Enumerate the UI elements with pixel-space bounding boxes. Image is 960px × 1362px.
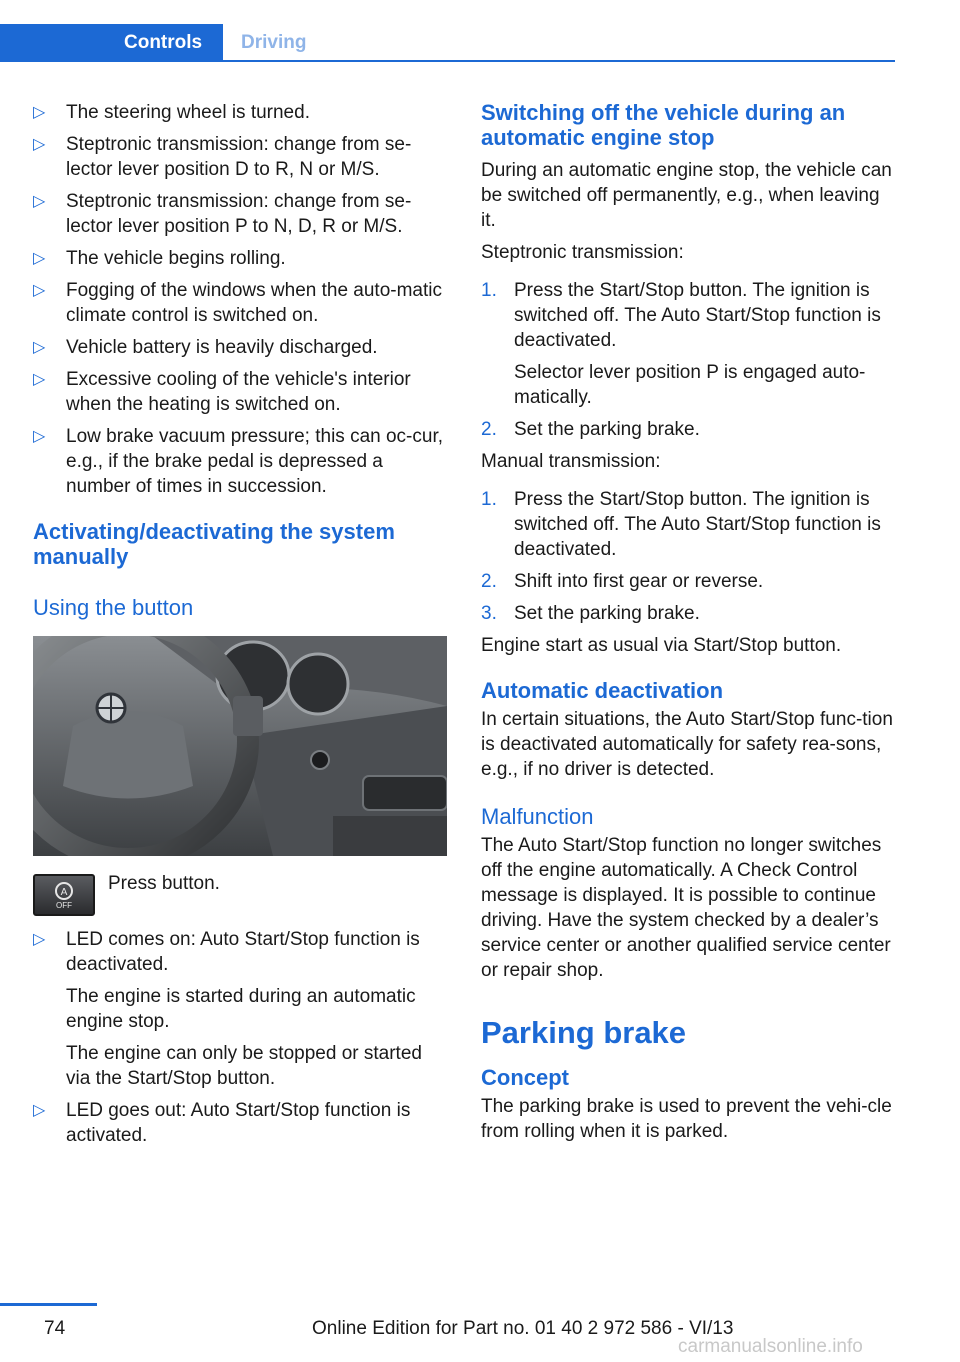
- list-item: [33, 1098, 447, 1148]
- list-item-text: LED comes on: Auto Start/Stop function is deactivated.: [66, 929, 420, 975]
- step-text: Shift into first gear or reverse.: [514, 571, 764, 592]
- press-button-caption: Press button.: [108, 873, 220, 894]
- heading-parking-brake: Parking brake: [481, 1015, 687, 1050]
- conditions-list: [33, 100, 447, 499]
- heading-activate: Activating/deactivating the system manually: [33, 519, 395, 569]
- button-row: [33, 871, 447, 919]
- step-number: 2.: [481, 571, 497, 592]
- triangle-bullet-icon: ▷: [33, 931, 46, 948]
- manual-steps: [481, 487, 895, 626]
- step-number: 1.: [481, 280, 497, 301]
- cockpit-illustration: [33, 636, 447, 856]
- header-divider: [0, 60, 895, 62]
- list-item-text: LED goes out: Auto Start/Stop function is activated.: [66, 1100, 411, 1146]
- tab-controls[interactable]: [0, 24, 223, 62]
- left-column: [33, 100, 447, 1155]
- right-column: [481, 100, 895, 1144]
- step-subtext: Selector lever position P is engaged auto‐matically.: [514, 362, 866, 408]
- list-item: [33, 100, 447, 125]
- list-item: [33, 246, 447, 271]
- para-malfunction: The Auto Start/Stop function no longer switches off the engine automatically. A Check Control message is displayed. It is possible to continue driving. Have the system checked by a dealer’s service center or another qualified service center or repair shop.: [481, 835, 891, 981]
- header-tabbar: [0, 24, 895, 62]
- para-concept: The parking brake is used to prevent the vehi‐cle from rolling when it is parked.: [481, 1096, 892, 1142]
- led-status-list: [33, 927, 447, 1148]
- steptronic-steps: [481, 278, 895, 442]
- step-item: [481, 569, 895, 594]
- list-item-text: The vehicle begins rolling.: [66, 248, 286, 269]
- heading-auto-deactivation: Automatic deactivation: [481, 678, 724, 703]
- auto-start-stop-button-icon: [33, 874, 95, 916]
- step-text: Press the Start/Stop button. The ignition is switched off. The Auto Start/Stop function is deactivated.: [514, 280, 881, 351]
- step-number: 2.: [481, 419, 497, 440]
- step-item: [481, 417, 895, 442]
- list-item-text: Vehicle battery is heavily discharged.: [66, 337, 378, 358]
- heading-switch-off: Switching off the vehicle during an automatic engine stop: [481, 100, 846, 150]
- list-item-subtext: The engine can only be stopped or started via the Start/Stop button.: [66, 1043, 422, 1089]
- list-item: [33, 927, 447, 1091]
- list-item-text: Low brake vacuum pressure; this can oc‐cur, e.g., if the brake pedal is depressed a number of times in succession.: [66, 426, 444, 497]
- edition-note: Online Edition for Part no. 01 40 2 972 586 - VI/13: [312, 1318, 734, 1339]
- step-item: [481, 601, 895, 626]
- list-item: [33, 278, 447, 328]
- cockpit-photo: [33, 636, 447, 856]
- list-item-subtext: The engine is started during an automatic engine stop.: [66, 986, 416, 1032]
- page-number: 74: [44, 1318, 66, 1339]
- list-item-text: Steptronic transmission: change from se‐lector lever position P to N, D, R or M/S.: [66, 191, 412, 237]
- triangle-bullet-icon: ▷: [33, 282, 46, 299]
- footer-rule: [0, 1303, 97, 1306]
- list-item-text: Fogging of the windows when the auto‐matic climate control is switched on.: [66, 280, 442, 326]
- list-item-text: The steering wheel is turned.: [66, 102, 310, 123]
- heading-malfunction: Malfunction: [481, 804, 594, 829]
- triangle-bullet-icon: ▷: [33, 193, 46, 210]
- triangle-bullet-icon: ▷: [33, 339, 46, 356]
- list-item: [33, 335, 447, 360]
- tab-controls-label: Controls: [124, 32, 203, 53]
- step-text: Set the parking brake.: [514, 419, 700, 440]
- triangle-bullet-icon: ▷: [33, 136, 46, 153]
- list-item-text: Steptronic transmission: change from se‐lector lever position D to R, N or M/S.: [66, 134, 412, 180]
- step-item: [481, 487, 895, 562]
- triangle-bullet-icon: ▷: [33, 1102, 46, 1119]
- triangle-bullet-icon: ▷: [33, 371, 46, 388]
- step-text: Press the Start/Stop button. The ignition is switched off. The Auto Start/Stop function is deactivated.: [514, 489, 881, 560]
- label-steptronic: Steptronic transmission:: [481, 242, 684, 263]
- heading-using-button: Using the button: [33, 595, 194, 620]
- step-number: 1.: [481, 489, 497, 510]
- svg-text:A: A: [60, 887, 68, 898]
- heading-concept: Concept: [481, 1065, 569, 1090]
- watermark: carmanualsonline.info: [678, 1336, 863, 1357]
- step-item: [481, 278, 895, 410]
- step-text: Set the parking brake.: [514, 603, 700, 624]
- triangle-bullet-icon: ▷: [33, 428, 46, 445]
- list-item-text: Excessive cooling of the vehicle's interior when the heating is switched on.: [66, 369, 411, 415]
- para-auto-deactivation: In certain situations, the Auto Start/Stop func‐tion is deactivated automatically for safety rea‐sons, e.g., if no driver is detected.: [481, 709, 893, 780]
- para-switch-off: During an automatic engine stop, the vehicle can be switched off permanently, e.g., when leaving it.: [481, 160, 892, 231]
- tab-driving[interactable]: Driving: [241, 32, 307, 53]
- para-engine-start: Engine start as usual via Start/Stop button.: [481, 635, 842, 656]
- list-item: [33, 132, 447, 182]
- list-item: [33, 424, 447, 499]
- button-icon-text: OFF: [56, 901, 72, 910]
- triangle-bullet-icon: ▷: [33, 250, 46, 267]
- label-manual: Manual transmission:: [481, 451, 661, 472]
- list-item: [33, 367, 447, 417]
- triangle-bullet-icon: ▷: [33, 104, 46, 121]
- step-number: 3.: [481, 603, 497, 624]
- list-item: [33, 189, 447, 239]
